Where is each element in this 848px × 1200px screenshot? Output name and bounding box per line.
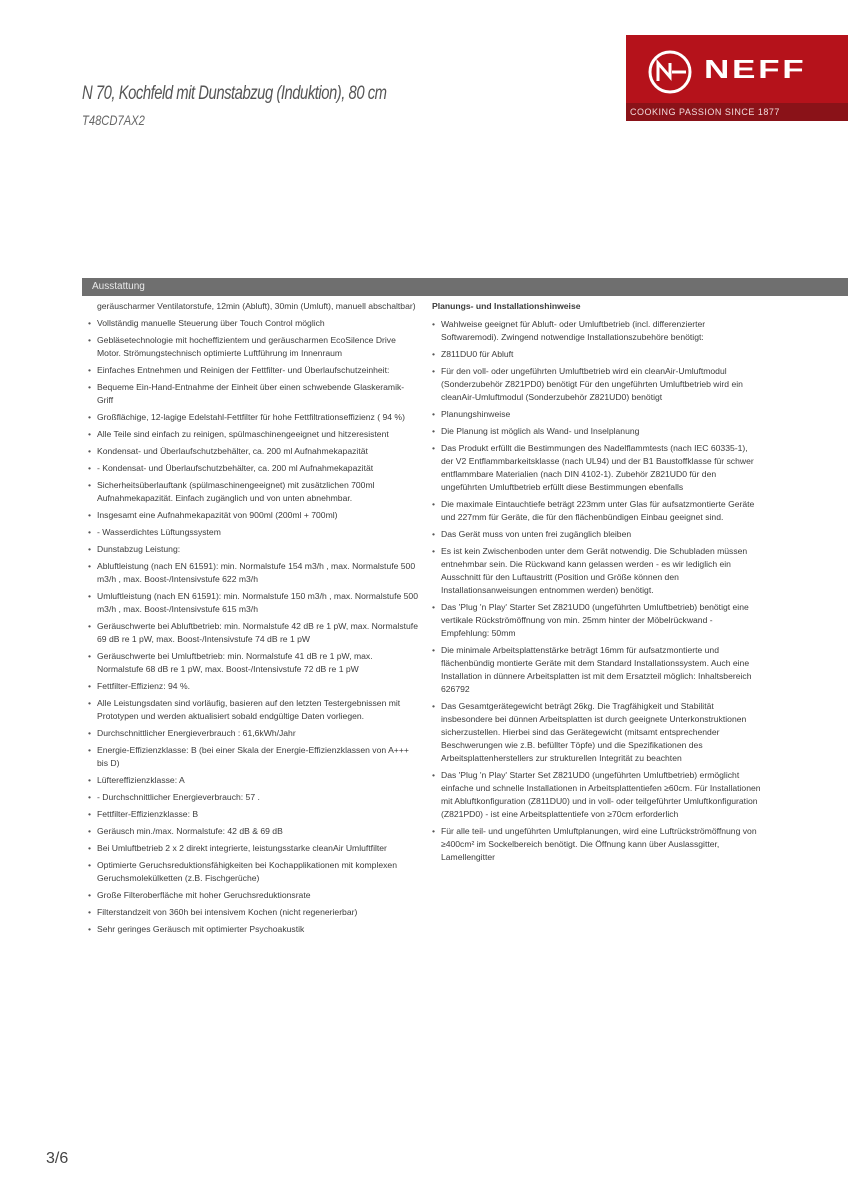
list-item: • Bei Umluftbetrieb 2 x 2 direkt integrierte, leistungsstarke cleanAir Umluftfilter (88, 842, 418, 855)
list-item: • Vollständig manuelle Steuerung über Touch Control möglich (88, 317, 418, 330)
list-item: • Wahlweise geeignet für Abluft- oder Umluftbetrieb (incl. differenzierter Softwaremodi). Zwingend notwendige Installationszubehöre benötigt: (432, 318, 762, 344)
list-item: • Die Planung ist möglich als Wand- und Inselplanung (432, 425, 762, 438)
list-item: geräuscharmer Ventilatorstufe, 12min (Abluft), 30min (Umluft), manuell abschaltbar) (97, 301, 416, 311)
logo-tagline: COOKING PASSION SINCE 1877 (630, 107, 780, 117)
section-header (82, 278, 848, 296)
list-item: • Sicherheitsüberlauftank (spülmaschinengeeignet) mit zusätzlichen 700ml Aufnahmekapazität. Einfach zugänglich und von unten abnehmbar. (88, 479, 418, 505)
list-item: • Sehr geringes Geräusch mit optimierter Psychoakustik (88, 923, 418, 936)
list-item: • Planungshinweise (432, 408, 762, 421)
list-item: • Fettfilter-Effizienz: 94 %. (88, 680, 418, 693)
list-item: • Alle Leistungsdaten sind vorläufig, basieren auf den letzten Testergebnissen mit Prototypen und werden aktualisiert sobald endgültige Daten vorliegen. (88, 697, 418, 723)
neff-emblem-icon (642, 47, 698, 97)
list-item: • Das 'Plug 'n Play' Starter Set Z821UD0 (ungeführten Umluftbetrieb) benötigt eine vertikale Rückströmöffnung von min. 25mm hinter der Möbelrückwand - Empfehlung: 50mm (432, 601, 762, 640)
page-number: 3/6 (46, 1150, 69, 1167)
product-title: N 70, Kochfeld mit Dunstabzug (Induktion), 80 cm (82, 83, 387, 104)
list-item: • Großflächige, 12-lagige Edelstahl-Fettfilter für hohe Fettfiltrationseffizienz ( 94 %) (88, 411, 418, 424)
list-item: • Dunstabzug Leistung: (88, 543, 418, 556)
list-item: • Insgesamt eine Aufnahmekapazität von 900ml (200ml + 700ml) (88, 509, 418, 522)
list-item: • Z811DU0 für Abluft (432, 348, 762, 361)
list-item: • Geräuschwerte bei Abluftbetrieb: min. Normalstufe 42 dB re 1 pW, max. Normalstufe 69 dB re 1 pW, max. Boost-/Intensivstufe 74 dB re 1 pW (88, 620, 418, 646)
list-item: • Geräusch min./max. Normalstufe: 42 dB & 69 dB (88, 825, 418, 838)
section-title: Ausstattung (92, 281, 145, 292)
installation-heading: Planungs- und Installationshinweise (432, 301, 581, 311)
list-item: • Das Produkt erfüllt die Bestimmungen des Nadelflammtests (nach IEC 60335-1), der V2 Entflammbarkeitsklasse (nach UL94) und der B1 Baustoffklasse für schwer entflammbare Materialien (nach DIN 4102-1). Zubehör Z821UD0 für den ungeführten Umluftbetrieb erfüllt diese Bestimmungen ebenfalls (432, 442, 762, 494)
features-column (88, 300, 418, 940)
list-item: • Für alle teil- und ungeführten Umluftplanungen, wird eine Luftrückströmöffnung von ≥400cm² im Sockelbereich benötigt. Die Öffnung kann über Auslassgitter, Lamellengitter (432, 825, 762, 864)
list-item: • Das Gerät muss von unten frei zugänglich bleiben (432, 528, 762, 541)
list-item: • - Wasserdichtes Lüftungssystem (88, 526, 418, 539)
list-item: • Abluftleistung (nach EN 61591): min. Normalstufe 154 m3/h , max. Normalstufe 500 m3/h , max. Boost-/Intensivstufe 622 m3/h (88, 560, 418, 586)
list-item: • Große Filteroberfläche mit hoher Geruchsreduktionsrate (88, 889, 418, 902)
list-item: • - Kondensat- und Überlaufschutzbehälter, ca. 200 ml Aufnahmekapazität (88, 462, 418, 475)
list-item: • Das Gesamtgerätegewicht beträgt 26kg. Die Tragfähigkeit und Stabilität insbesondere bei dünnen Arbeitsplatten ist durch geeignete Unterkonstruktionen sicherzustellen. Hierbei sind das Gerätegewicht (mitsamt entsprechender Beschwerungen wie z.B. befüllter Töpfe) und die Spezifikationen des Arbeitsplattenherstellers zur strukturellen Integrität zu beachten (432, 700, 762, 765)
list-item: • Die maximale Eintauchtiefe beträgt 223mm unter Glas für aufsatzmontierte Geräte und 227mm für Geräte, die für den flächenbündigen Einbau geeignet sind. (432, 498, 762, 524)
list-item: • Filterstandzeit von 360h bei intensivem Kochen (nicht regenerierbar) (88, 906, 418, 919)
installation-column (432, 300, 762, 868)
list-item: • Geräuschwerte bei Umluftbetrieb: min. Normalstufe 41 dB re 1 pW, max. Normalstufe 68 dB re 1 pW, max. Boost-/Intensivstufe 72 dB re 1 pW (88, 650, 418, 676)
list-item: • Einfaches Entnehmen und Reinigen der Fettfilter- und Überlaufschutzeinheit: (88, 364, 418, 377)
list-item: • Gebläsetechnologie mit hocheffizientem und geräuscharmen EcoSilence Drive Motor. Strömungstechnisch optimierte Luftführung im Innenraum (88, 334, 418, 360)
list-item: • Das 'Plug 'n Play' Starter Set Z821UD0 (ungeführten Umluftbetrieb) ermöglicht einfache und schnelle Installationen in Arbeitsplattentiefen ≥60cm. Für Installationen mit Abluftkonfiguration (Z811DU0) und in voll- oder teilgeführter Umluftkonfiguration (Z821PD0) - ist eine Arbeitsplattentiefe von ≥70cm erforderlich (432, 769, 762, 821)
list-item: • Energie-Effizienzklasse: B (bei einer Skala der Energie-Effizienzklassen von A+++ bis D) (88, 744, 418, 770)
logo-tagline-bar (626, 103, 848, 121)
list-item: • Optimierte Geruchsreduktionsfähigkeiten bei Kochapplikationen mit komplexen Geruchsmolekülketten (z.B. Fischgerüche) (88, 859, 418, 885)
logo-wordmark: NEFF (704, 54, 807, 84)
list-item: • Bequeme Ein-Hand-Entnahme der Einheit über einen schwebende Glaskeramik-Griff (88, 381, 418, 407)
list-item: • Kondensat- und Überlaufschutzbehälter, ca. 200 ml Aufnahmekapazität (88, 445, 418, 458)
list-item: • Für den voll- oder ungeführten Umluftbetrieb wird ein cleanAir-Umluftmodul (Sonderzubehör Z821PD0) benötigt Für den ungeführten Umluftbetrieb wird ein cleanAir-Umluftmodul (Sonderzubehör Z821UD0) benötigt (432, 365, 762, 404)
list-item: • Alle Teile sind einfach zu reinigen, spülmaschinengeeignet und hitzeresistent (88, 428, 418, 441)
model-number: T48CD7AX2 (82, 112, 145, 128)
list-item: • Die minimale Arbeitsplattenstärke beträgt 16mm für aufsatzmontierte und flächenbündig montierte Geräte mit dem Standard Installationssystem. Auch eine Installation in dünnere Arbeitsplatten ist mit dem Ersatzteil möglich: Inhaltsbereich 626792 (432, 644, 762, 696)
list-item: • Fettfilter-Effizienzklasse: B (88, 808, 418, 821)
list-item: • Es ist kein Zwischenboden unter dem Gerät notwendig. Die Schubladen müssen entnehmbar sein. Die Rückwand kann gelassen werden - es wir lediglich ein Ausschnitt für den Luftaustritt (Position und Größe können den Installationsanweisungen entnommen werden) benötigt. (432, 545, 762, 597)
list-item: • - Durchschnittlicher Energieverbrauch: 57 . (88, 791, 418, 804)
list-item: • Lüftereffizienzklasse: A (88, 774, 418, 787)
list-item: • Durchschnittlicher Energieverbrauch : 61,6kWh/Jahr (88, 727, 418, 740)
list-item: • Umluftleistung (nach EN 61591): min. Normalstufe 150 m3/h , max. Normalstufe 500 m3/h , max. Boost-/Intensivstufe 615 m3/h (88, 590, 418, 616)
